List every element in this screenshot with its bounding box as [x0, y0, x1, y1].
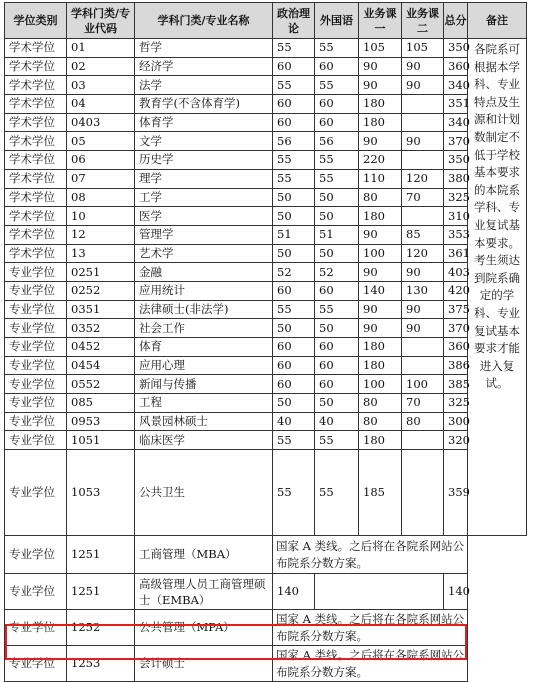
cell-code: 0953: [67, 412, 135, 431]
cell-code: 01: [67, 39, 135, 58]
table-row: [5, 207, 527, 226]
cell-politics: 50: [273, 244, 315, 263]
cell-name: 医学: [135, 207, 273, 226]
cell-foreign: 60: [315, 281, 359, 300]
header-foreign: 外国语: [315, 3, 359, 39]
cell-course1: 80: [359, 412, 402, 431]
cell-name: 应用统计: [135, 281, 273, 300]
cell-merged-note: 国家 A 类线。之后将在各院系网站公布院系分数方案。: [273, 536, 468, 574]
header-category: 学位类别: [5, 3, 67, 39]
table-row: [5, 431, 527, 450]
cell-course1: 110: [359, 169, 402, 188]
header-course2: 业务课二: [402, 3, 444, 39]
cell-total: 325: [444, 394, 468, 413]
cell-code: 0454: [67, 356, 135, 375]
cell-foreign: 51: [315, 225, 359, 244]
cell-course1: 90: [359, 300, 402, 319]
cell-name: 管理学: [135, 225, 273, 244]
table-row: [5, 113, 527, 132]
cell-code: 1251: [67, 574, 135, 610]
cell-course2: 70: [402, 394, 444, 413]
cell-politics: 50: [273, 188, 315, 207]
cell-code: 085: [67, 394, 135, 413]
header-name: 学科门类/专业名称: [135, 3, 273, 39]
cell-code: 0251: [67, 263, 135, 282]
cell-category: 学术学位: [5, 169, 67, 188]
cell-name: 高级管理人员工商管理硕士（EMBA）: [135, 574, 273, 610]
cell-foreign: 60: [315, 356, 359, 375]
cell-foreign: 52: [315, 263, 359, 282]
cell-foreign: 40: [315, 412, 359, 431]
cell-course2: 120: [402, 169, 444, 188]
cell-politics: 50: [273, 319, 315, 338]
cell-foreign: 60: [315, 375, 359, 394]
cell-course2: 85: [402, 225, 444, 244]
cell-total: 353: [444, 225, 468, 244]
cell-course2: [402, 338, 444, 357]
cell-course2: 130: [402, 281, 444, 300]
cell-code: 04: [67, 95, 135, 114]
cell-category: 专业学位: [5, 319, 67, 338]
cell-code: 13: [67, 244, 135, 263]
cell-total: 386: [444, 356, 468, 375]
cell-politics: 55: [273, 450, 315, 536]
cell-foreign: 55: [315, 300, 359, 319]
cell-name: 临床医学: [135, 431, 273, 450]
cell-course2: [402, 113, 444, 132]
cell-foreign: 56: [315, 132, 359, 151]
table-row: [5, 188, 527, 207]
cell-course2: 90: [402, 57, 444, 76]
cell-code: 07: [67, 169, 135, 188]
cell-politics: 50: [273, 394, 315, 413]
cell-course1: 180: [359, 431, 402, 450]
cell-course2: 90: [402, 263, 444, 282]
cell-empty: [402, 574, 444, 610]
cell-foreign: 60: [315, 57, 359, 76]
cell-code: 12: [67, 225, 135, 244]
cell-category: 专业学位: [5, 394, 67, 413]
cell-course1: 100: [359, 375, 402, 394]
cell-name: 风景园林硕士: [135, 412, 273, 431]
cell-course1: 140: [359, 281, 402, 300]
cell-politics: 55: [273, 300, 315, 319]
cell-foreign: 55: [315, 169, 359, 188]
cell-name: 公共卫生: [135, 450, 273, 536]
cell-politics: 60: [273, 356, 315, 375]
cell-category: 专业学位: [5, 263, 67, 282]
cell-name: 经济学: [135, 57, 273, 76]
cell-category: 学术学位: [5, 132, 67, 151]
table-row: [5, 394, 527, 413]
cell-code: 0452: [67, 338, 135, 357]
cell-politics: 55: [273, 76, 315, 95]
cell-politics: 55: [273, 431, 315, 450]
remarks-note: 各院系可根据本学科、专业特点及生源和计划数制定不低于学校基本要求的本院系学科、专业复试基本要求。考生须达到院系确定的学科、专业复试基本要求才能进入复试。: [468, 39, 527, 536]
cell-course2: 80: [402, 412, 444, 431]
cell-category: 专业学位: [5, 431, 67, 450]
score-table: [4, 2, 527, 682]
cell-category: 学术学位: [5, 95, 67, 114]
cell-course1: 80: [359, 394, 402, 413]
cell-name: 历史学: [135, 151, 273, 170]
cell-course1: 90: [359, 263, 402, 282]
table-row: [5, 412, 527, 431]
cell-code: 1253: [67, 646, 135, 682]
table-row: [5, 319, 527, 338]
header-remarks: 备注: [468, 3, 527, 39]
cell-total: 385: [444, 375, 468, 394]
table-row: [5, 244, 527, 263]
cell-empty: [315, 574, 359, 610]
table-row: [5, 574, 527, 610]
cell-category: 专业学位: [5, 536, 67, 574]
cell-code: 0403: [67, 113, 135, 132]
cell-total: 403: [444, 263, 468, 282]
cell-course1: 180: [359, 113, 402, 132]
table-row: [5, 132, 527, 151]
cell-course2: [402, 207, 444, 226]
cell-course1: 180: [359, 338, 402, 357]
cell-total: 359: [444, 450, 468, 536]
cell-empty: [468, 610, 527, 646]
cell-category: 学术学位: [5, 113, 67, 132]
cell-code: 0352: [67, 319, 135, 338]
cell-foreign: 50: [315, 207, 359, 226]
cell-name: 工程: [135, 394, 273, 413]
cell-politics: 60: [273, 95, 315, 114]
cell-name: 应用心理: [135, 356, 273, 375]
cell-merged-note: 国家 A 类线。之后将在各院系网站公布院系分数方案。: [273, 646, 468, 682]
cell-course1: 180: [359, 95, 402, 114]
cell-total: 320: [444, 431, 468, 450]
cell-code: 02: [67, 57, 135, 76]
cell-category: 专业学位: [5, 450, 67, 536]
cell-politics: 40: [273, 412, 315, 431]
table-row: [5, 39, 527, 58]
cell-foreign: 55: [315, 431, 359, 450]
table-row: [5, 263, 527, 282]
cell-total: 361: [444, 244, 468, 263]
cell-code: 0252: [67, 281, 135, 300]
cell-course2: 105: [402, 39, 444, 58]
cell-category: 学术学位: [5, 207, 67, 226]
cell-course2: 120: [402, 244, 444, 263]
cell-course1: 180: [359, 207, 402, 226]
cell-empty: [468, 536, 527, 574]
table-row: [5, 225, 527, 244]
header-course1: 业务课一: [359, 3, 402, 39]
cell-politics: 55: [273, 39, 315, 58]
cell-politics: 56: [273, 132, 315, 151]
cell-total: 140: [444, 574, 468, 610]
cell-name: 艺术学: [135, 244, 273, 263]
cell-course2: [402, 356, 444, 375]
table-row: [5, 338, 527, 357]
cell-total: 340: [444, 76, 468, 95]
cell-politics: 60: [273, 281, 315, 300]
cell-politics: 60: [273, 113, 315, 132]
cell-total: 375: [444, 300, 468, 319]
cell-total: 350: [444, 39, 468, 58]
cell-category: 专业学位: [5, 412, 67, 431]
cell-total: 370: [444, 132, 468, 151]
cell-name: 工学: [135, 188, 273, 207]
cell-category: 专业学位: [5, 610, 67, 646]
cell-name: 金融: [135, 263, 273, 282]
cell-course1: 80: [359, 188, 402, 207]
cell-course2: 90: [402, 319, 444, 338]
cell-category: 专业学位: [5, 338, 67, 357]
table-row: [5, 536, 527, 574]
cell-foreign: 60: [315, 113, 359, 132]
table-row: [5, 281, 527, 300]
cell-foreign: 55: [315, 76, 359, 95]
cell-foreign: 50: [315, 319, 359, 338]
cell-category: 专业学位: [5, 375, 67, 394]
cell-course2: [402, 450, 444, 536]
cell-politics: 52: [273, 263, 315, 282]
cell-category: 学术学位: [5, 244, 67, 263]
header-row: [5, 3, 527, 39]
cell-course1: 90: [359, 319, 402, 338]
cell-category: 学术学位: [5, 225, 67, 244]
cell-code: 08: [67, 188, 135, 207]
header-total: 总分: [444, 3, 468, 39]
table-row: [5, 300, 527, 319]
cell-empty: [468, 574, 527, 610]
table-row: [5, 450, 527, 536]
cell-politics: 60: [273, 338, 315, 357]
table-row: [5, 356, 527, 375]
cell-politics: 60: [273, 57, 315, 76]
cell-course1: 90: [359, 225, 402, 244]
cell-category: 学术学位: [5, 151, 67, 170]
cell-total: 300: [444, 412, 468, 431]
cell-total: 350: [444, 151, 468, 170]
cell-name: 工商管理（MBA）: [135, 536, 273, 574]
cell-name: 教育学(不含体育学): [135, 95, 273, 114]
cell-name: 理学: [135, 169, 273, 188]
header-code: 学科门类/专业代码: [67, 3, 135, 39]
cell-course2: 90: [402, 132, 444, 151]
cell-course2: [402, 95, 444, 114]
cell-course2: 90: [402, 300, 444, 319]
cell-foreign: 55: [315, 151, 359, 170]
cell-course2: 100: [402, 375, 444, 394]
cell-code: 10: [67, 207, 135, 226]
cell-category: 专业学位: [5, 281, 67, 300]
cell-politics: 50: [273, 207, 315, 226]
cell-total: 310: [444, 207, 468, 226]
cell-code: 0351: [67, 300, 135, 319]
cell-code: 0552: [67, 375, 135, 394]
cell-foreign: 50: [315, 244, 359, 263]
cell-name: 法学: [135, 76, 273, 95]
cell-category: 专业学位: [5, 646, 67, 682]
cell-politics: 55: [273, 169, 315, 188]
cell-course2: 70: [402, 188, 444, 207]
cell-empty: [468, 646, 527, 682]
table-row: [5, 375, 527, 394]
table-row: [5, 151, 527, 170]
cell-code: 1053: [67, 450, 135, 536]
cell-category: 学术学位: [5, 39, 67, 58]
cell-name: 文学: [135, 132, 273, 151]
cell-code: 06: [67, 151, 135, 170]
cell-foreign: 55: [315, 450, 359, 536]
cell-foreign: 60: [315, 338, 359, 357]
cell-category: 学术学位: [5, 57, 67, 76]
cell-name: 体育学: [135, 113, 273, 132]
cell-course1: 90: [359, 132, 402, 151]
cell-category: 专业学位: [5, 300, 67, 319]
cell-code: 1051: [67, 431, 135, 450]
cell-course1: 180: [359, 356, 402, 375]
table-row: [5, 57, 527, 76]
cell-code: 1251: [67, 536, 135, 574]
table-row: [5, 610, 527, 646]
cell-course2: [402, 431, 444, 450]
cell-code: 03: [67, 76, 135, 95]
cell-politics: 60: [273, 375, 315, 394]
cell-foreign: 60: [315, 95, 359, 114]
cell-code: 05: [67, 132, 135, 151]
cell-total: 340: [444, 113, 468, 132]
cell-foreign: 50: [315, 188, 359, 207]
cell-merged-note: 国家 A 类线。之后将在各院系网站公布院系分数方案。: [273, 610, 468, 646]
cell-name: 体育: [135, 338, 273, 357]
cell-total: 370: [444, 319, 468, 338]
cell-course1: 185: [359, 450, 402, 536]
table-row: [5, 646, 527, 682]
cell-total: 360: [444, 57, 468, 76]
cell-politics: 55: [273, 151, 315, 170]
cell-category: 学术学位: [5, 76, 67, 95]
table-row: [5, 95, 527, 114]
cell-course2: [402, 151, 444, 170]
cell-name: 公共管理（MPA）: [135, 610, 273, 646]
cell-foreign: 55: [315, 39, 359, 58]
cell-category: 学术学位: [5, 188, 67, 207]
cell-total: 351: [444, 95, 468, 114]
cell-course1: 220: [359, 151, 402, 170]
cell-name: 法律硕士(非法学): [135, 300, 273, 319]
cell-course1: 105: [359, 39, 402, 58]
cell-politics: 51: [273, 225, 315, 244]
cell-empty: [359, 574, 402, 610]
cell-code: 1252: [67, 610, 135, 646]
cell-category: 专业学位: [5, 356, 67, 375]
cell-total: 325: [444, 188, 468, 207]
table-row: [5, 169, 527, 188]
cell-name: 哲学: [135, 39, 273, 58]
cell-course1: 90: [359, 57, 402, 76]
cell-politics: 140: [273, 574, 315, 610]
cell-name: 新闻与传播: [135, 375, 273, 394]
cell-name: 社会工作: [135, 319, 273, 338]
cell-course1: 100: [359, 244, 402, 263]
cell-total: 360: [444, 338, 468, 357]
cell-foreign: 50: [315, 394, 359, 413]
cell-category: 专业学位: [5, 574, 67, 610]
table-body: [5, 39, 527, 682]
cell-name: 会计硕士: [135, 646, 273, 682]
table-row: [5, 76, 527, 95]
cell-course1: 90: [359, 76, 402, 95]
cell-total: 380: [444, 169, 468, 188]
cell-course2: 90: [402, 76, 444, 95]
header-politics: 政治理论: [273, 3, 315, 39]
cell-total: 420: [444, 281, 468, 300]
